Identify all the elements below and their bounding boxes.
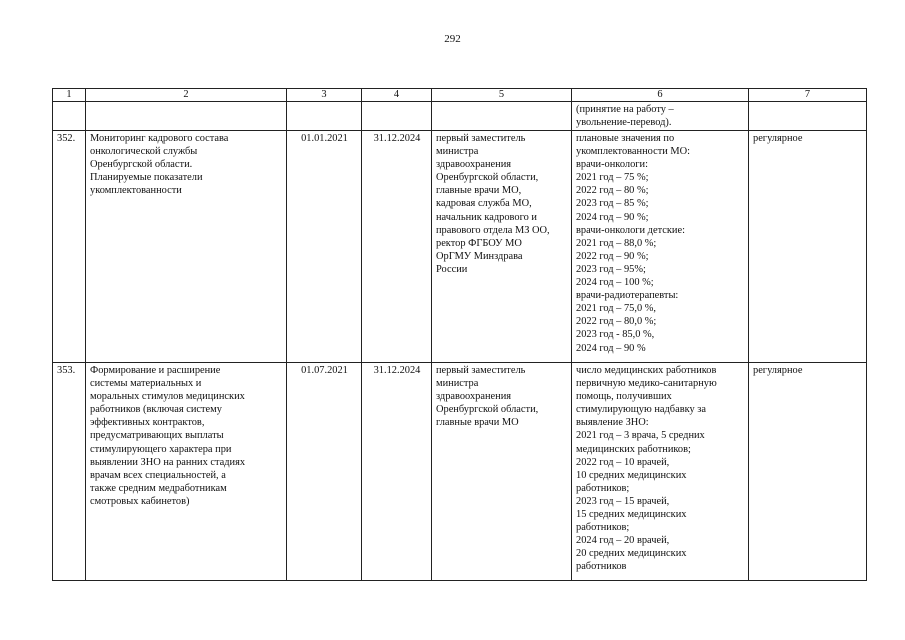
page-number: 292 [444,33,461,45]
text-line: работников [576,561,627,573]
text-line: 2023 год – 85 %; [576,198,649,210]
text-line: 2021 год – 75,0 %, [576,303,656,315]
text-line: правового отдела МЗ ОО, [436,224,550,236]
text-line: (принятие на работу – [576,104,674,115]
responsible-cell [432,363,572,581]
column-header-6: 6 [572,89,749,102]
text-line: медицинских работников; [576,443,691,455]
activity-cell [86,363,287,581]
text-line: 2023 год – 15 врачей, [576,495,670,507]
cell-empty [86,102,287,131]
event-type-cell: регулярное [749,363,867,581]
cell-empty [362,102,432,131]
text-line: врачи-онкологи: [576,159,648,171]
text-line: первичную медико-санитарную [576,378,717,390]
text-line: врачам всех специальностей, а [90,469,226,481]
text-line: ОрГМУ Минздрава [436,250,523,262]
text-line: здравоохранения [436,159,512,171]
cell-empty [749,102,867,131]
text-line: 20 средних медицинских [576,548,687,560]
text-line: выявлении ЗНО на ранних стадиях [90,456,246,468]
text-line: Оренбургской области, [436,172,539,184]
column-header-1: 1 [53,89,86,102]
text-line: 2024 год – 90 %; [576,211,649,223]
text-line: также средним медработникам [90,482,227,494]
text-line: моральных стимулов медицинских [90,391,245,403]
text-line: работников (включая систему [90,404,222,416]
text-line: укомплектованности [90,185,182,197]
text-line: выявление ЗНО: [576,417,649,429]
text-line: предусматривающих выплаты [90,430,224,442]
text-line: онкологической службы [90,146,198,158]
cell-empty [432,102,572,131]
start-date: 01.07.2021 [287,363,362,581]
activity-cell [86,131,287,363]
text-line: врачи-онкологи детские: [576,224,685,236]
result-cell [572,363,749,581]
text-line: работников; [576,522,630,534]
text-line: помощь, получивших [576,391,672,403]
row-number: 353. [53,363,86,581]
text-line: стимулирующую надбавку за [576,404,707,416]
text-line: Оренбургской области, [436,404,539,416]
text-line: 2024 год – 20 врачей, [576,535,670,547]
column-header-4: 4 [362,89,432,102]
text-line: стимулирующего характера при [90,443,232,455]
table-row-352 [53,131,867,363]
text-line: 2021 год – 75 %; [576,172,649,184]
result-cell [572,131,749,363]
text-line: Оренбургской области. [90,159,193,171]
text-line: 2024 год – 100 %; [576,277,654,289]
text-line: эффективных контрактов, [90,417,205,429]
text-line: 2022 год – 10 врачей, [576,456,670,468]
text-line: начальник кадрового и [436,211,537,223]
end-date: 31.12.2024 [362,363,432,581]
text-line: 2021 год – 3 врача, 5 средних [576,430,705,442]
text-line: 2023 год - 85,0 %, [576,329,655,341]
text-line: 2023 год – 95%; [576,263,646,275]
column-header-7: 7 [749,89,867,102]
column-header-3: 3 [287,89,362,102]
responsible-cell [432,131,572,363]
text-line: здравоохранения [436,391,512,403]
text-line: увольнение-перевод). [576,117,672,129]
header-row [53,89,867,102]
end-date: 31.12.2024 [362,131,432,363]
text-line: 2022 год – 90 %; [576,250,649,262]
column-header-5: 5 [432,89,572,102]
text-line: 10 средних медицинских [576,469,687,481]
text-line: министра [436,146,479,158]
event-type-cell: регулярное [749,131,867,363]
text-line: 2024 год – 90 % [576,342,646,354]
text-line: главные врачи МО, [436,185,522,197]
cell-empty [53,102,86,131]
text-line: Планируемые показатели [90,172,203,184]
text-line: укомплектованности МО: [576,146,691,158]
text-line: смотровых кабинетов) [90,495,190,507]
text-line: министра [436,378,479,390]
text-line: ректор ФГБОУ МО [436,237,522,249]
text-line: работников; [576,482,630,494]
table-row-353 [53,363,867,581]
text-line: число медицинских работников [576,365,717,376]
text-line: первый заместитель [436,133,526,144]
text-line: системы материальных и [90,378,202,390]
text-line: 2022 год – 80 %; [576,185,649,197]
text-line: 15 средних медицинских [576,509,687,521]
text-line: плановые значения по [576,133,675,144]
continuation-result-cell [572,102,749,131]
cell-empty [287,102,362,131]
row-number: 352. [53,131,86,363]
text-line: Мониторинг кадрового состава [90,133,229,144]
start-date: 01.01.2021 [287,131,362,363]
column-header-2: 2 [86,89,287,102]
activity-plan-table [52,88,867,581]
text-line: первый заместитель [436,365,526,376]
continuation-row [53,102,867,131]
text-line: 2022 год – 80,0 %; [576,316,657,328]
text-line: главные врачи МО [436,417,519,429]
text-line: 2021 год – 88,0 %; [576,237,657,249]
text-line: Формирование и расширение [90,365,221,376]
text-line: врачи-радиотерапевты: [576,290,679,302]
text-line: кадровая служба МО, [436,198,532,210]
text-line: России [436,263,468,275]
